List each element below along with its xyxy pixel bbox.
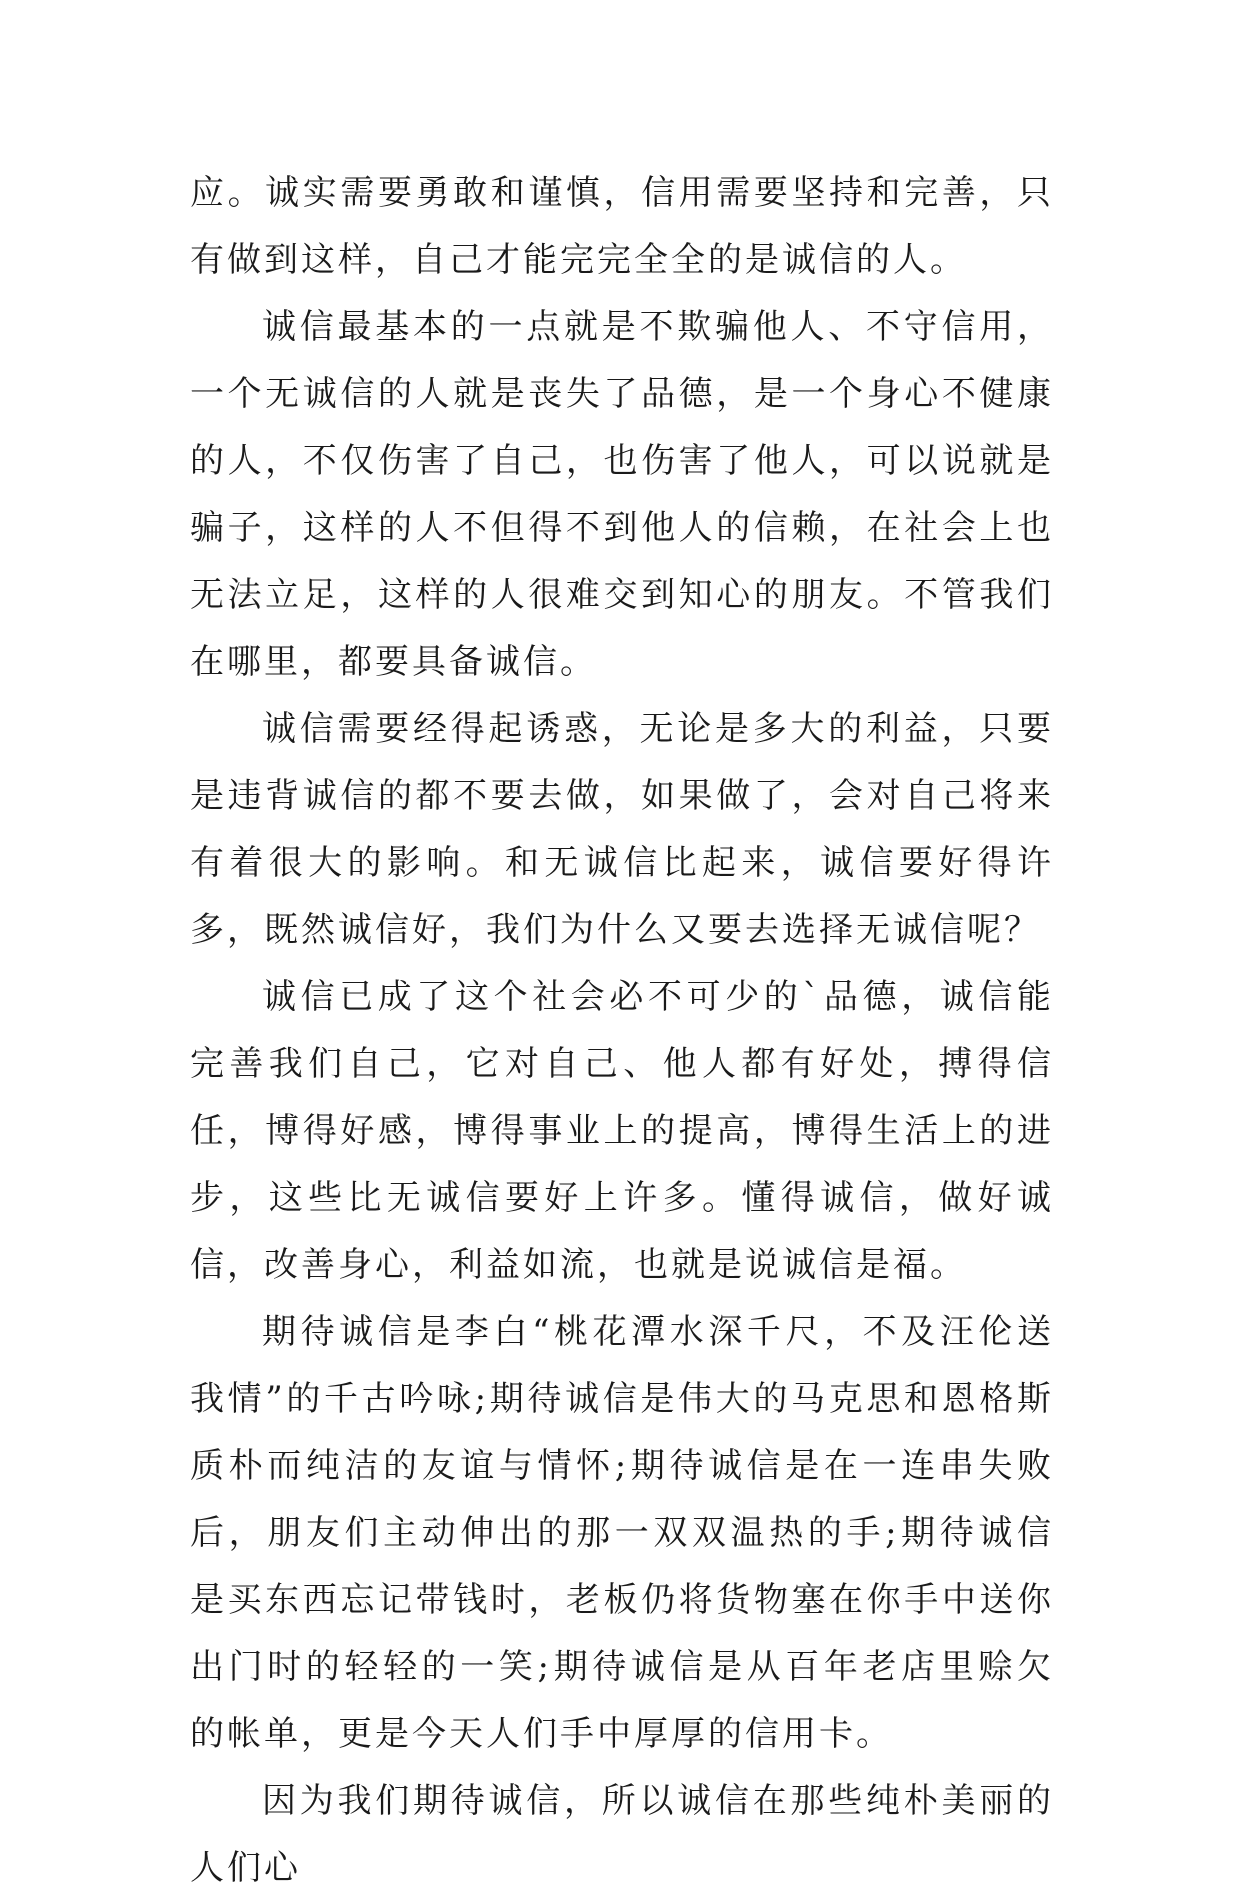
paragraph: 诚信最基本的一点就是不欺骗他人、不守信用，一个无诚信的人就是丧失了品德，是一个身心不健康的人，不仅伤害了自己，也伤害了他人，可以说就是骗子，这样的人不但得不到他人的信赖，在社会上也无法立足，这样的人很难交到知心的朋友。不管我们在哪里，都要具备诚信。 xyxy=(190,307,1054,682)
paragraph: 因为我们期待诚信，所以诚信在那些纯朴美丽的人们心 xyxy=(190,1781,1054,1888)
paragraph: 诚信需要经得起诱惑，无论是多大的利益，只要是违背诚信的都不要去做，如果做了，会对自己将来有着很大的影响。和无诚信比起来，诚信要好得许多，既然诚信好，我们为什么又要去选择无诚信呢？ xyxy=(190,709,1054,950)
document-body xyxy=(190,160,1054,1902)
paragraph: 诚信已成了这个社会必不可少的`品德，诚信能完善我们自己，它对自己、他人都有好处，搏得信任，博得好感，博得事业上的提高，博得生活上的进步，这些比无诚信要好上许多。懂得诚信，做好诚信，改善身心，利益如流，也就是说诚信是福。 xyxy=(190,977,1054,1285)
paragraph: 应。诚实需要勇敢和谨慎，信用需要坚持和完善，只有做到这样，自己才能完完全全的是诚信的人。 xyxy=(190,173,1054,280)
paragraph: 期待诚信是李白“桃花潭水深千尺，不及汪伦送我情”的千古吟咏;期待诚信是伟大的马克思和恩格斯质朴而纯洁的友谊与情怀;期待诚信是在一连串失败后，朋友们主动伸出的那一双双温热的手;期待诚信是买东西忘记带钱时，老板仍将货物塞在你手中送你出门时的轻轻的一笑;期待诚信是从百年老店里赊欠的帐单，更是今天人们手中厚厚的信用卡。 xyxy=(190,1312,1054,1754)
